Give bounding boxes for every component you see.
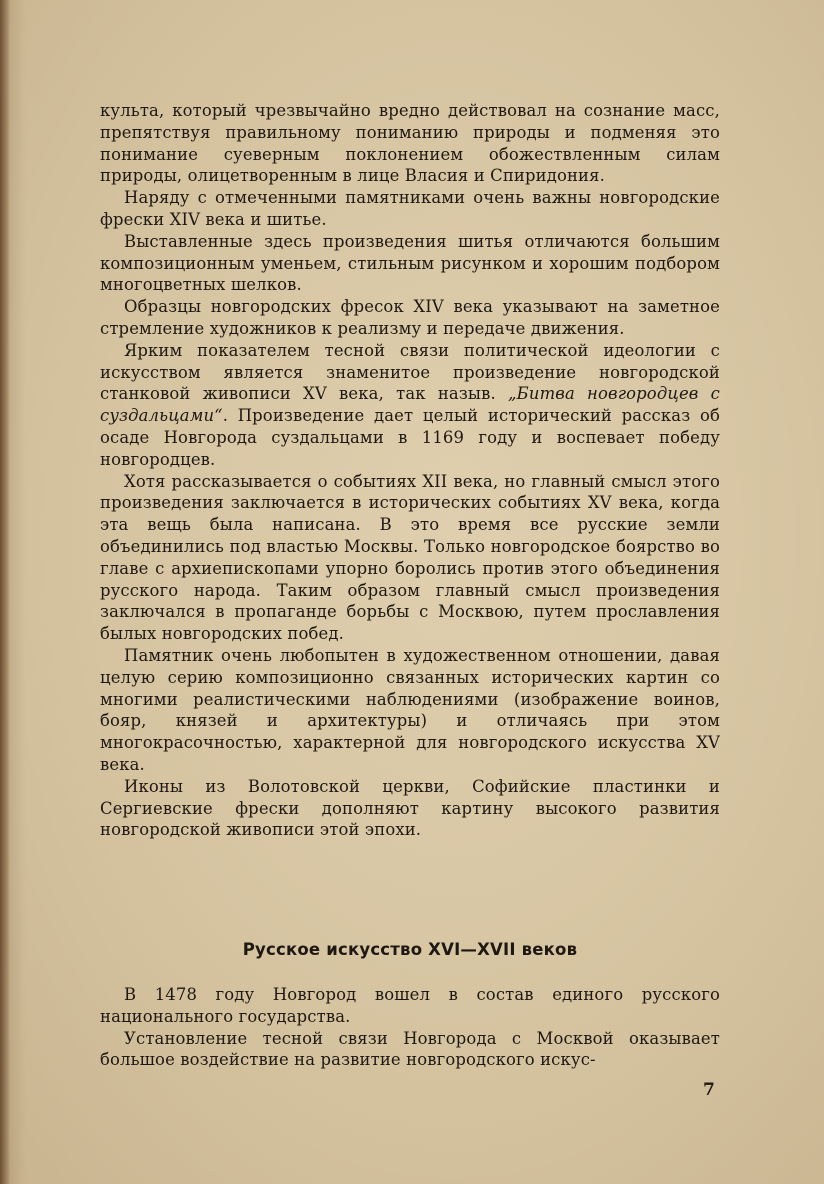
paragraph-5-text-a: Ярким показателем тесной связи политической идеологии с искусством является знаменитое произведение новгородской станковой живописи XV века, так назыв. <box>100 340 720 404</box>
paragraph-6 <box>100 471 720 645</box>
paragraph-4 <box>100 296 720 340</box>
body-text-top <box>100 100 720 841</box>
paragraph-8-text: Иконы из Волотовской церкви, Софийские пластинки и Сергиевские фрески дополняют картину высокого развития новгородской живописи этой эпохи. <box>100 776 720 840</box>
paragraph-10-text: Установление тесной связи Новгорода с Москвой оказывает большое воздействие на развитие новгородского искус- <box>100 1028 720 1070</box>
paragraph-7 <box>100 645 720 776</box>
paragraph-1 <box>100 100 720 187</box>
paragraph-10 <box>100 1028 720 1072</box>
paragraph-5 <box>100 340 720 471</box>
paragraph-2-text: Наряду с отмеченными памятниками очень важны новгородские фрески XIV века и шитье. <box>100 188 720 229</box>
paragraph-5-text-b: . Произведение дает целый исторический рассказ об осаде Новгорода суздальцами в 1169 году и воспевает победу новгородцев. <box>100 406 720 469</box>
section-heading: Русское искусство XVI—XVII веков <box>242 940 578 959</box>
artwork-title-italic: „Битва новгородцев с суздальцами“ <box>100 384 720 426</box>
paragraph-3-text: Выставленные здесь произведения шитья отличаются большим композиционным уменьем, стильным рисунком и хорошим подбором многоцветных шелков. <box>100 231 720 295</box>
page-binding-edge <box>0 0 10 1184</box>
paragraph-8 <box>100 776 720 841</box>
paragraph-7-text: Памятник очень любопытен в художественном отношении, давая целую серию композиционно связанных исторических картин со многими реалистическими наблюдениями (изображение воинов, бояр, князей и архитектуры) и отличаясь при этом многокрасочностью, характерной для новгородского искусства XV века. <box>100 645 720 774</box>
page-number: 7 <box>703 1080 715 1100</box>
body-text-bottom <box>100 984 720 1071</box>
paragraph-4-text: Образцы новгородских фресок XIV века указывают на заметное стремление художников к реализму и передаче движения. <box>100 297 720 338</box>
paragraph-6-text: Хотя рассказывается о событиях XII века, но главный смысл этого произведения заключается в исторических событиях XV века, когда эта вещь была написана. В это время все русские земли объединились под властью Москвы. Только новгородское боярство во главе с архиепископами упорно боролись против этого объединения русского народа. Таким образом главный смысл произведения заключался в пропаганде борьбы с Москвою, путем прославления былых новгородских побед. <box>100 471 720 644</box>
paragraph-9-text: В 1478 году Новгород вошел в состав единого русского национального государства. <box>100 985 720 1026</box>
paragraph-3 <box>100 231 720 296</box>
paragraph-1-text: культа, который чрезвычайно вредно действовал на сознание масс, препятствуя правильному пониманию природы и подменяя это понимание суеверным поклонением обожествленным силам природы, олицетворенным в лице Власия и Спиридония. <box>100 101 720 186</box>
paragraph-2 <box>100 187 720 231</box>
paragraph-9 <box>100 984 720 1028</box>
